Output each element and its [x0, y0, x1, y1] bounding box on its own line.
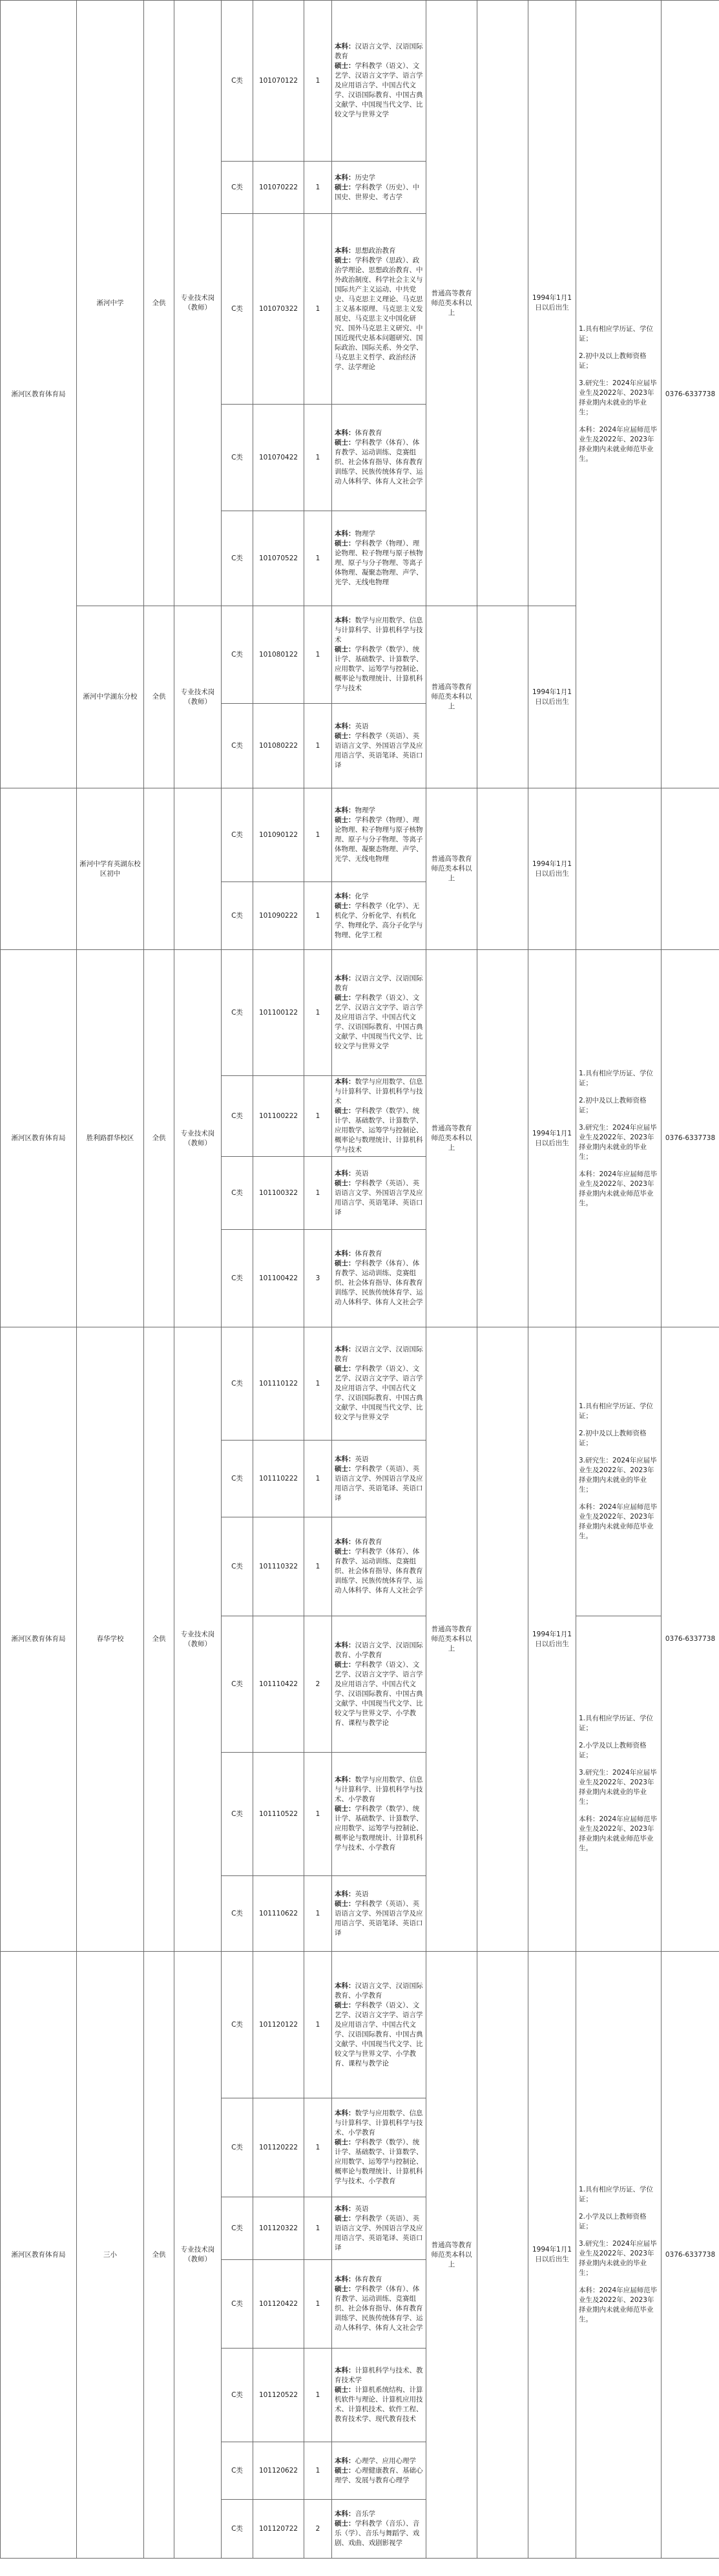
table-row — [1, 788, 719, 882]
dept-cell: 淅河区教育体育局 — [1, 950, 77, 1327]
major-requirement: 本科：英语 硕士：学科教学（英语）、英语语言文学、外国语言学及应用语言学、英语笔译、英语口译 — [332, 704, 426, 788]
major-requirement: 本科：音乐学 硕士：学科教学（音乐）、音乐（学）、音乐与舞蹈学、戏剧、戏曲、戏剧影视学 — [332, 2500, 426, 2559]
category-cell: C类 — [222, 2442, 253, 2500]
post-code-cell: 101100422 — [253, 1230, 304, 1327]
phone-cell — [662, 788, 719, 950]
school-cell: 胜利路群华校区 — [77, 950, 144, 1327]
funding-cell: 全供 — [144, 1, 174, 606]
major-requirement: 本科：数学与应用数学、信息与计算科学、计算机科学与技术、小学教育 硕士：学科教学（数学）、统计学、基础数学、计算数学、应用数学、运筹学与控制论、概率论与数理统计、计算机科学与技术、小学教育 — [332, 2098, 426, 2197]
application-conditions: 1.具有相应学历证、学位证； 2.初中及以上教师资格证； 3.研究生：2024年应届毕业生及2022年、2023年择业期内未就业的毕业生； 本科：2024年应届师范毕业生及2022年、2023年择业期内未就业师范毕业生。 — [576, 1, 662, 788]
blank-cell — [477, 788, 528, 950]
post-code-cell: 101120522 — [253, 2349, 304, 2442]
major-requirement: 本科：英语 硕士：学科教学（英语）、英语语言文学、外国语言学及应用语言学、英语笔译、英语口译 — [332, 1876, 426, 1952]
post-type-cell: 专业技术岗（教师） — [174, 1327, 222, 1952]
blank-cell — [477, 950, 528, 1327]
post-code-cell: 101120722 — [253, 2500, 304, 2559]
category-cell: C类 — [222, 1876, 253, 1952]
category-cell: C类 — [222, 1076, 253, 1157]
category-cell: C类 — [222, 704, 253, 788]
quota-number-cell: 1 — [304, 2442, 332, 2500]
category-cell: C类 — [222, 1230, 253, 1327]
major-requirement: 本科：体育教育 硕士：学科教学（体育）、体育教学、运动训练、竞赛组织、社会体育指导、体育教育训练学、民族传统体育学、运动人体科学、体育人文社会学 — [332, 1230, 426, 1327]
post-code-cell: 101120122 — [253, 1952, 304, 2098]
major-requirement: 本科：心理学、应用心理学 硕士：心理健康教育、基础心理学、发展与教育心理学 — [332, 2442, 426, 2500]
category-cell: C类 — [222, 214, 253, 405]
quota-number-cell: 2 — [304, 1616, 332, 1753]
quota-number-cell: 1 — [304, 2098, 332, 2197]
school-cell: 淅河中学 — [77, 1, 144, 606]
application-conditions: 1.具有相应学历证、学位证； 2.初中及以上教师资格证； 3.研究生：2024年应届毕业生及2022年、2023年择业期内未就业的毕业生； 本科：2024年应届师范毕业生及2022年、2023年择业期内未就业师范毕业生。 — [576, 1327, 662, 1616]
major-requirement: 本科：汉语言文学、汉语国际教育 硕士：学科教学（语文）、文艺学、汉语言文字学、语言学及应用语言学、中国古代文学、汉语国际教育、中国古典文献学、中国现当代文学、比较文学与世界文学 — [332, 1327, 426, 1441]
application-conditions: 1.具有相应学历证、学位证； 2.小学及以上教师资格证； 3.研究生：2024年应届毕业生及2022年、2023年择业期内未就业的毕业生； 本科：2024年应届师范毕业生及2022年、2023年择业期内未就业师范毕业生。 — [576, 1616, 662, 1952]
quota-number-cell: 1 — [304, 1327, 332, 1441]
post-type-cell: 专业技术岗（教师） — [174, 1, 222, 606]
post-code-cell: 101100322 — [253, 1157, 304, 1230]
major-requirement: 本科：历史学 硕士：学科教学（历史）、中国史、世界史、考古学 — [332, 162, 426, 214]
category-cell: C类 — [222, 2098, 253, 2197]
quota-number-cell: 1 — [304, 2260, 332, 2349]
category-cell: C类 — [222, 2500, 253, 2559]
application-conditions: 1.具有相应学历证、学位证； 2.初中及以上教师资格证； 3.研究生：2024年应届毕业生及2022年、2023年择业期内未就业的毕业生； 本科：2024年应届师范毕业生及2022年、2023年择业期内未就业师范毕业生。 — [576, 950, 662, 1327]
post-code-cell: 101100122 — [253, 950, 304, 1076]
category-cell: C类 — [222, 1616, 253, 1753]
category-cell: C类 — [222, 2349, 253, 2442]
category-cell: C类 — [222, 1, 253, 162]
category-cell: C类 — [222, 511, 253, 606]
quota-number-cell: 1 — [304, 1157, 332, 1230]
major-requirement: 本科：数学与应用数学、信息与计算科学、计算机科学与技术、小学教育 硕士：学科教学（数学）、统计学、基础数学、计算数学、应用数学、运筹学与控制论、概率论与数理统计、计算机科学与技术、小学教育 — [332, 1753, 426, 1876]
blank-cell — [477, 606, 528, 788]
funding-cell: 全供 — [144, 1327, 174, 1952]
quota-number-cell: 1 — [304, 511, 332, 606]
category-cell: C类 — [222, 2260, 253, 2349]
age-cell: 1994年1月1日以后出生 — [528, 950, 576, 1327]
category-cell: C类 — [222, 405, 253, 511]
phone-cell: 0376-6337738 — [662, 950, 719, 1327]
category-cell: C类 — [222, 162, 253, 214]
major-requirement: 本科：汉语言文学、汉语国际教育、小学教育 硕士：学科教学（语文）、文艺学、汉语言文字学、语言学及应用语言学、中国古代文学、汉语国际教育、中国古典文献学、中国现当代文学、比较文学与世界文学、小学教育、课程与教学论 — [332, 1616, 426, 1753]
quota-number-cell: 1 — [304, 1517, 332, 1616]
quota-number-cell: 1 — [304, 2197, 332, 2260]
post-type-cell: 专业技术岗（教师） — [174, 606, 222, 788]
major-requirement: 本科：体育教育 硕士：学科教学（体育）、体育教学、运动训练、竞赛组织、社会体育指导、体育教育训练学、民族传统体育学、运动人体科学、体育人文社会学 — [332, 405, 426, 511]
category-cell: C类 — [222, 1517, 253, 1616]
post-code-cell: 101070322 — [253, 214, 304, 405]
quota-number-cell: 1 — [304, 606, 332, 704]
post-code-cell: 101090222 — [253, 882, 304, 950]
post-code-cell: 101110422 — [253, 1616, 304, 1753]
school-cell: 三小 — [77, 1952, 144, 2559]
quota-number-cell: 1 — [304, 788, 332, 882]
category-cell: C类 — [222, 2197, 253, 2260]
table-row — [1, 1327, 719, 1441]
post-code-cell: 101110622 — [253, 1876, 304, 1952]
blank-cell — [477, 1, 528, 606]
major-requirement: 本科：数学与应用数学、信息与计算科学、计算机科学与技术 硕士：学科教学（数学）、统计学、基础数学、计算数学、应用数学、运筹学与控制论、概率论与数理统计、计算机科学与技术 — [332, 1076, 426, 1157]
post-code-cell: 101120322 — [253, 2197, 304, 2260]
table-row — [1, 1, 719, 162]
application-conditions — [576, 788, 662, 950]
category-cell: C类 — [222, 1952, 253, 2098]
funding-cell — [144, 788, 174, 950]
table-row — [1, 1952, 719, 2098]
education-cell: 普通高等教育师范类本科以上 — [426, 950, 477, 1327]
funding-cell: 全供 — [144, 1952, 174, 2559]
category-cell: C类 — [222, 1327, 253, 1441]
education-cell: 普通高等教育师范类本科以上 — [426, 1952, 477, 2559]
post-type-cell — [174, 788, 222, 950]
post-code-cell: 101090122 — [253, 788, 304, 882]
post-code-cell: 101070522 — [253, 511, 304, 606]
age-cell: 1994年1月1日以后出生 — [528, 1, 576, 606]
blank-cell — [477, 1952, 528, 2559]
quota-number-cell: 1 — [304, 1441, 332, 1517]
category-cell: C类 — [222, 788, 253, 882]
age-cell: 1994年1月1日以后出生 — [528, 788, 576, 950]
education-cell: 普通高等教育师范类本科以上 — [426, 1327, 477, 1952]
post-code-cell: 101110122 — [253, 1327, 304, 1441]
post-code-cell: 101070122 — [253, 1, 304, 162]
blank-cell — [477, 1327, 528, 1952]
major-requirement: 本科：体育教育 硕士：学科教学（体育）、体育教学、运动训练、竞赛组织、社会体育指导、体育教育训练学、民族传统体育学、运动人体科学、体育人文社会学 — [332, 2260, 426, 2349]
school-cell: 淅河中学育英湖东校区初中 — [77, 788, 144, 950]
post-type-cell: 专业技术岗（教师） — [174, 1952, 222, 2559]
major-requirement: 本科：体育教育 硕士：学科教学（体育）、体育教学、运动训练、竞赛组织、社会体育指导、体育教育训练学、民族传统体育学、运动人体科学、体育人文社会学 — [332, 1517, 426, 1616]
major-requirement: 本科：数学与应用数学、信息与计算科学、计算机科学与技术 硕士：学科教学（数学）、统计学、基础数学、计算数学、应用数学、运筹学与控制论、概率论与数理统计、计算机科学与技术 — [332, 606, 426, 704]
dept-cell: 淅河区教育体育局 — [1, 1327, 77, 1952]
major-requirement: 本科：汉语言文学、汉语国际教育 硕士：学科教学（语文）、文艺学、汉语言文字学、语言学及应用语言学、中国古代文学、汉语国际教育、中国古典文献学、中国现当代文学、比较文学与世界文学 — [332, 1, 426, 162]
education-cell: 普通高等教育师范类本科以上 — [426, 1, 477, 606]
phone-cell: 0376-6337738 — [662, 1952, 719, 2559]
post-code-cell: 101120422 — [253, 2260, 304, 2349]
major-requirement: 本科：英语 硕士：学科教学（英语）、英语语言文学、外国语言学及应用语言学、英语笔译、英语口译 — [332, 2197, 426, 2260]
age-cell: 1994年1月1日以后出生 — [528, 1952, 576, 2559]
category-cell: C类 — [222, 950, 253, 1076]
age-cell: 1994年1月1日以后出生 — [528, 1327, 576, 1952]
quota-number-cell: 1 — [304, 1876, 332, 1952]
quota-number-cell: 1 — [304, 950, 332, 1076]
quota-number-cell: 1 — [304, 1076, 332, 1157]
quota-number-cell: 1 — [304, 405, 332, 511]
category-cell: C类 — [222, 1441, 253, 1517]
major-requirement: 本科：化学 硕士：学科教学（化学）、无机化学、分析化学、有机化学、物理化学、高分子化学与物理、化学工程 — [332, 882, 426, 950]
quota-number-cell: 1 — [304, 162, 332, 214]
major-requirement: 本科：英语 硕士：学科教学（英语）、英语语言文学、外国语言学及应用语言学、英语笔译、英语口译 — [332, 1157, 426, 1230]
post-code-cell: 101110522 — [253, 1753, 304, 1876]
category-cell: C类 — [222, 882, 253, 950]
post-code-cell: 101120222 — [253, 2098, 304, 2197]
major-requirement: 本科：汉语言文学、汉语国际教育 硕士：学科教学（语文）、文艺学、汉语言文字学、语言学及应用语言学、中国古代文学、汉语国际教育、中国古典文献学、中国现当代文学、比较文学与世界文学 — [332, 950, 426, 1076]
table-row — [1, 950, 719, 1076]
post-code-cell: 101070422 — [253, 405, 304, 511]
major-requirement: 本科：汉语言文学、汉语国际教育、小学教育 硕士：学科教学（语文）、文艺学、汉语言文字学、语言学及应用语言学、中国古代文学、汉语国际教育、中国古典文献学、中国现当代文学、比较文学与世界文学、小学教育、课程与教学论 — [332, 1952, 426, 2098]
post-code-cell: 101120622 — [253, 2442, 304, 2500]
quota-number-cell: 1 — [304, 214, 332, 405]
school-cell: 淅河中学湖东分校 — [77, 606, 144, 788]
quota-number-cell: 1 — [304, 2349, 332, 2442]
major-requirement: 本科：物理学 硕士：学科教学（物理）、理论物理、粒子物理与原子核物理、原子与分子物理、等离子体物理、凝聚态物理、声学、光学、无线电物理 — [332, 511, 426, 606]
quota-number-cell: 1 — [304, 1952, 332, 2098]
post-code-cell: 101110322 — [253, 1517, 304, 1616]
quota-number-cell: 1 — [304, 882, 332, 950]
post-code-cell: 101100222 — [253, 1076, 304, 1157]
education-cell: 普通高等教育师范类本科以上 — [426, 606, 477, 788]
post-code-cell: 101080222 — [253, 704, 304, 788]
category-cell: C类 — [222, 606, 253, 704]
category-cell: C类 — [222, 1753, 253, 1876]
quota-number-cell: 3 — [304, 1230, 332, 1327]
quota-number-cell: 1 — [304, 1753, 332, 1876]
age-cell: 1994年1月1日以后出生 — [528, 606, 576, 788]
funding-cell: 全供 — [144, 950, 174, 1327]
major-requirement: 本科：英语 硕士：学科教学（英语）、英语语言文学、外国语言学及应用语言学、英语笔译、英语口译 — [332, 1441, 426, 1517]
quota-number-cell: 1 — [304, 704, 332, 788]
quota-number-cell: 1 — [304, 1, 332, 162]
dept-cell: 淅河区教育体育局 — [1, 1952, 77, 2559]
major-requirement: 本科：计算机科学与技术、教育技术学 硕士：计算机系统结构、计算机软件与理论、计算机应用技术、计算机技术、软件工程、教育技术学、现代教育技术 — [332, 2349, 426, 2442]
funding-cell: 全供 — [144, 606, 174, 788]
category-cell: C类 — [222, 1157, 253, 1230]
phone-cell: 0376-6337738 — [662, 1327, 719, 1952]
school-cell: 春华学校 — [77, 1327, 144, 1952]
quota-number-cell: 2 — [304, 2500, 332, 2559]
education-cell: 普通高等教育师范类本科以上 — [426, 788, 477, 950]
major-requirement: 本科：物理学 硕士：学科教学（物理）、理论物理、粒子物理与原子核物理、原子与分子物理、等离子体物理、凝聚态物理、声学、光学、无线电物理 — [332, 788, 426, 882]
post-code-cell: 101110222 — [253, 1441, 304, 1517]
post-code-cell: 101080122 — [253, 606, 304, 704]
application-conditions: 1.具有相应学历证、学位证； 2.小学及以上教师资格证； 3.研究生：2024年应届毕业生及2022年、2023年择业期内未就业的毕业生； 本科：2024年应届师范毕业生及2022年、2023年择业期内未就业师范毕业生。 — [576, 1952, 662, 2559]
dept-cell: 淅河区教育体育局 — [1, 1, 77, 788]
post-type-cell: 专业技术岗（教师） — [174, 950, 222, 1327]
post-code-cell: 101070222 — [253, 162, 304, 214]
phone-cell: 0376-6337738 — [662, 1, 719, 788]
dept-cell — [1, 788, 77, 950]
major-requirement: 本科：思想政治教育 硕士：学科教学（思政）、政治学理论、思想政治教育、中外政治制度、科学社会主义与国际共产主义运动、中共党史、马克思主义理论、马克思主义基本原理、马克思主义发展史、马克思主义中国化研究、国外马克思主义研究、中国近现代史基本问题研究、国际政治、国际关系、外交学、马克思主义哲学、政治经济学、法学理论 — [332, 214, 426, 405]
